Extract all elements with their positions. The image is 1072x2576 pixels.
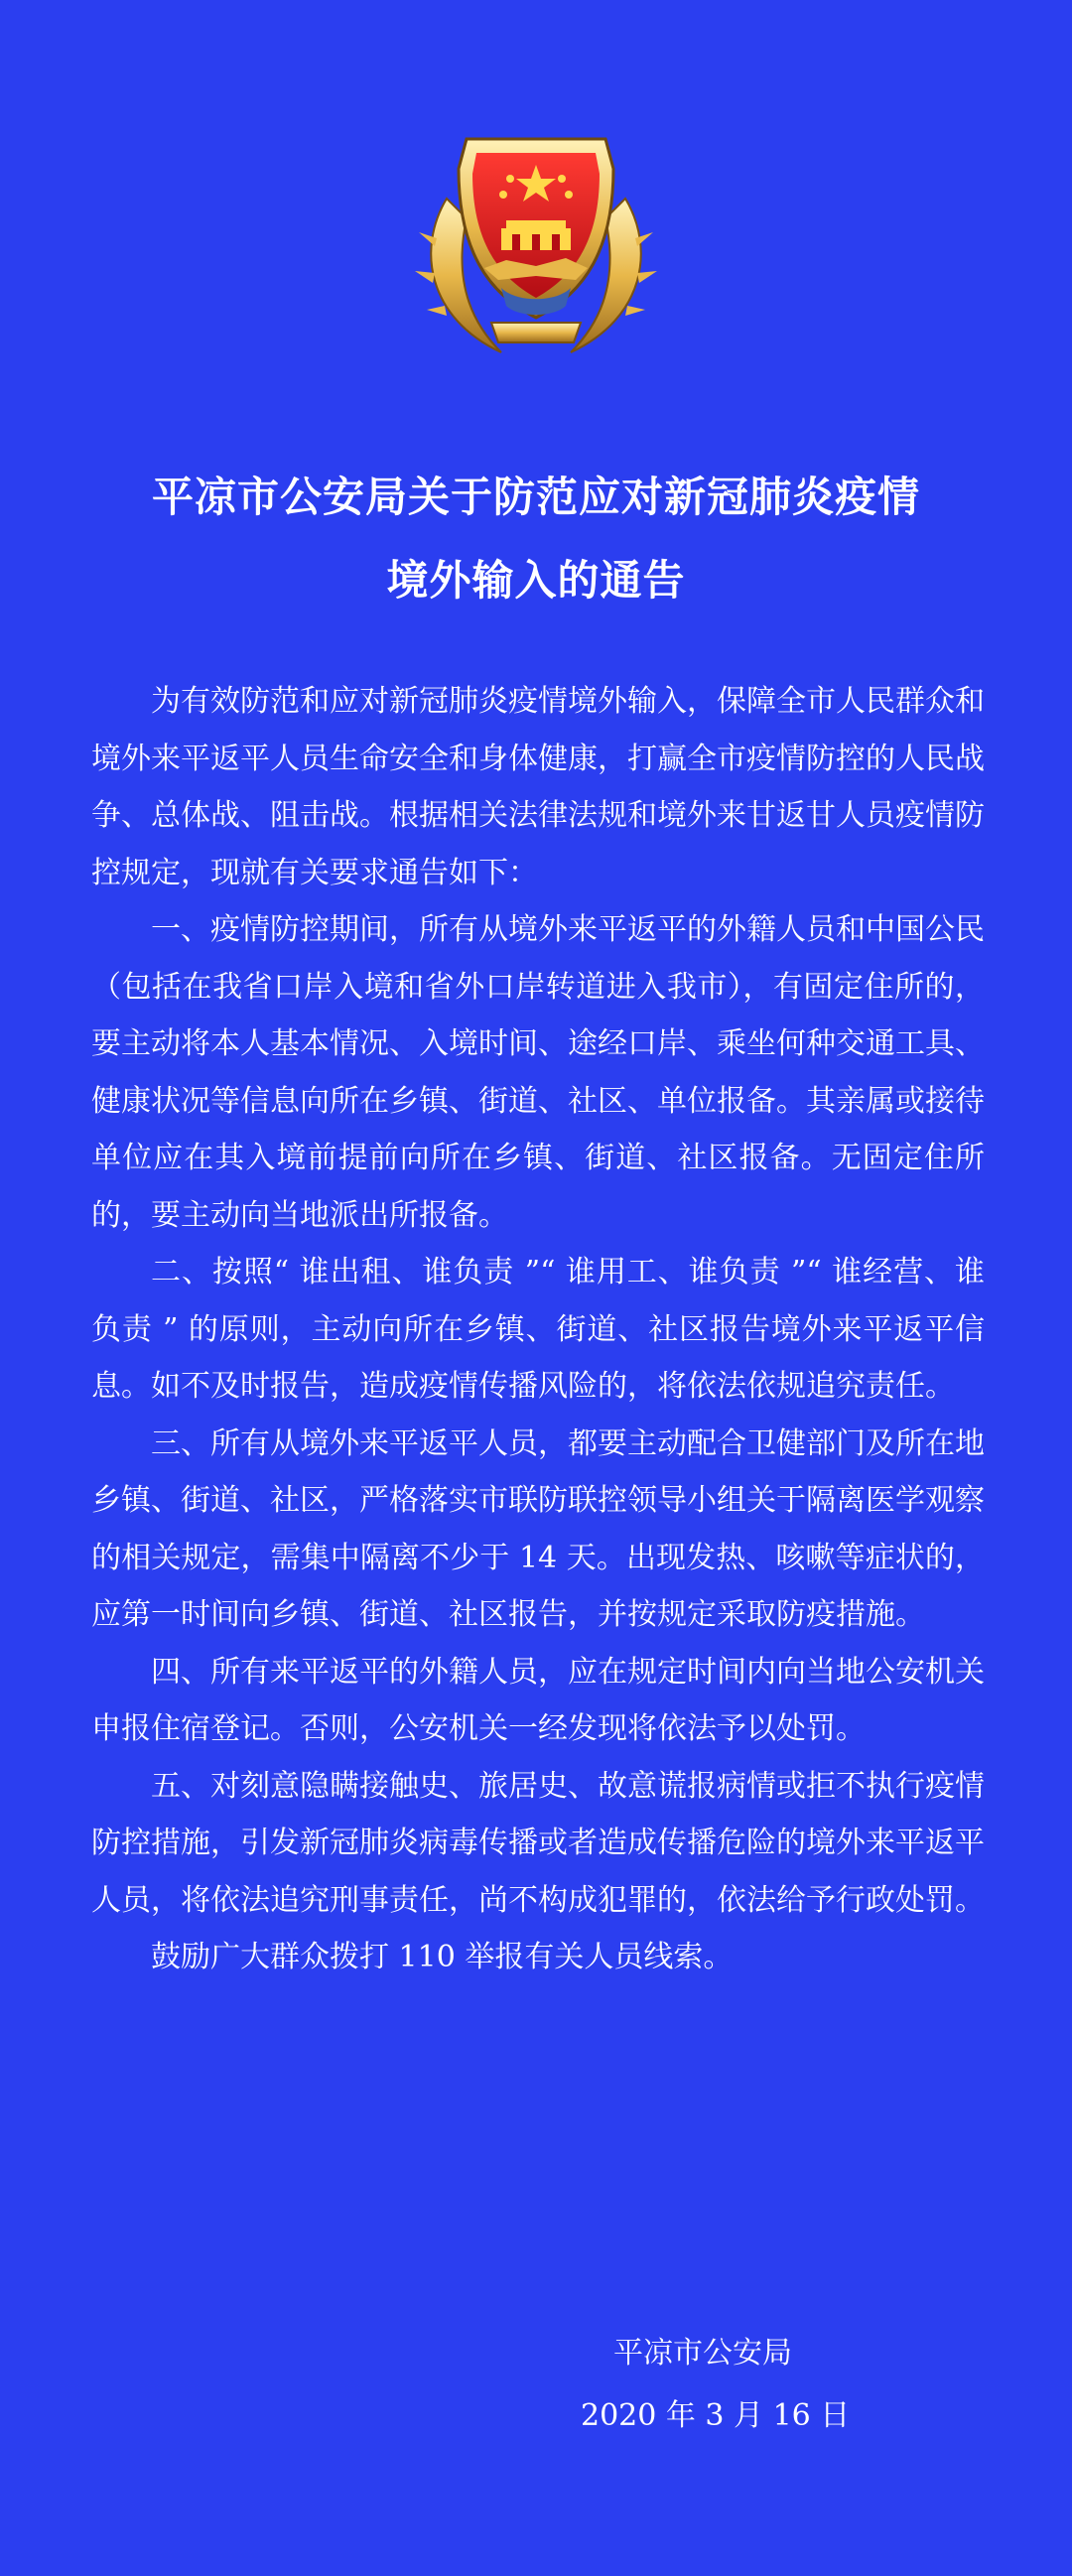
notice-paragraph-2: 二、按照“ 谁出租、谁负责 ”“ 谁用工、谁负责 ”“ 谁经营、谁负责 ” 的原则，主动向所在乡镇、街道、社区报告境外来平返平信息。如不及时报告，造成疫情传播风险的，将依法依规追究责任。 [91,1255,985,1404]
signature-organization: 平凉市公安局 [613,2336,792,2371]
notice-title-line2: 境外输入的通告 [386,556,686,605]
notice-title-line1: 平凉市公安局关于防范应对新冠肺炎疫情 [151,473,920,521]
notice-paragraph-3: 三、所有从境外来平返平人员，都要主动配合卫健部门及所在地乡镇、街道、社区，严格落实市联防联控领导小组关于隔离医学观察的相关规定，需集中隔离不少于 14 天。出现发热、咳嗽等症状的，应第一时间向乡镇、街道、社区报告，并按规定采取防疫措施。 [91,1425,985,1632]
notice-paragraph-intro: 为有效防范和应对新冠肺炎疫情境外输入，保障全市人民群众和境外来平返平人员生命安全和身体健康，打赢全市疫情防控的人民战争、总体战、阻击战。根据相关法律法规和境外来甘返甘人员疫情防控规定，现就有关要求通告如下： [91,684,985,890]
notice-paragraph-1: 一、疫情防控期间，所有从境外来平返平的外籍人员和中国公民（包括在我省口岸入境和省外口岸转道进入我市），有固定住所的，要主动将本人基本情况、入境时间、途经口岸、乘坐何种交通工具、健康状况等信息向所在乡镇、街道、社区、单位报备。其亲属或接待单位应在其入境前提前向所在乡镇、街道、社区报备。无固定住所的，要主动向当地派出所报备。 [91,912,985,1233]
notice-paragraph-5: 五、对刻意隐瞒接触史、旅居史、故意谎报病情或拒不执行疫情防控措施，引发新冠肺炎病毒传播或者造成传播危险的境外来平返平人员，将依法追究刑事责任，尚不构成犯罪的，依法给予行政处罚。 [91,1768,985,1918]
notice-paragraph-4: 四、所有来平返平的外籍人员，应在规定时间内向当地公安机关申报住宿登记。否则，公安机关一经发现将依法予以处罚。 [91,1654,985,1746]
signature-date: 2020 年 3 月 16 日 [581,2398,851,2433]
notice-paragraph-hotline: 鼓励广大群众拨打 110 举报有关人员线索。 [151,1940,734,1974]
police-emblem-icon [407,129,665,367]
notice-body [91,673,985,1986]
